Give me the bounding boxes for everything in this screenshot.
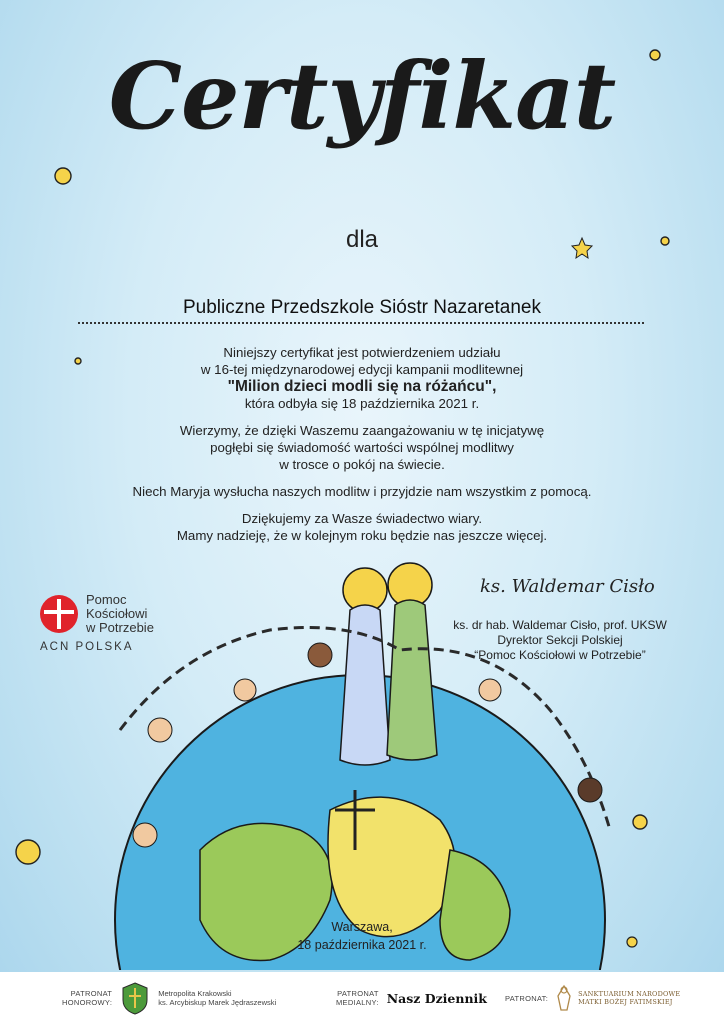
- signatory-details: [430, 618, 690, 663]
- media-patronage: [336, 972, 487, 1024]
- place: Warszawa,: [331, 920, 393, 934]
- label-line: PATRONAT: [70, 989, 113, 998]
- recipient-name: Publiczne Przedszkole Sióstr Nazaretanek: [182, 297, 541, 318]
- paragraph-mary: [60, 483, 664, 500]
- label-line: PATRONAT: [337, 989, 379, 998]
- body-line: w trosce o pokój na świecie.: [279, 457, 445, 472]
- label-line: MEDIALNY:: [336, 998, 379, 1007]
- body-line: Wierzymy, że dzięki Waszemu zaangażowaniu w tę inicjatywę: [179, 423, 545, 438]
- text-line: ks. Arcybiskup Marek Jędraszewski: [158, 998, 277, 1007]
- dotted-line: [78, 322, 644, 324]
- acn-name: [86, 593, 154, 635]
- text-line: Metropolita Krakowski: [158, 989, 232, 998]
- paragraph-belief: [60, 422, 664, 473]
- patronage-footer: [0, 972, 724, 1024]
- acn-logo-block: [40, 593, 154, 653]
- certificate-body: [60, 344, 664, 554]
- place-and-date: [250, 918, 474, 954]
- acn-cross-logo-icon: [40, 595, 78, 633]
- paragraph-thanks: [60, 510, 664, 544]
- body-line: Dziękujemy za Wasze świadectwo wiary.: [241, 511, 483, 526]
- signer-line: ks. dr hab. Waldemar Cisło, prof. UKSW: [453, 618, 667, 632]
- acn-subtitle: ACN POLSKA: [40, 641, 134, 653]
- honorary-text: [158, 989, 276, 1007]
- honorary-patronage: [62, 972, 276, 1024]
- paragraph-participation: [60, 344, 664, 412]
- patron-label: PATRONAT:: [505, 993, 549, 1003]
- signer-line: “Pomoc Kościołowi w Potrzebie”: [474, 648, 646, 662]
- text-line: MATKI BOŻEJ FATIMSKIEJ: [578, 998, 673, 1006]
- body-line: Mamy nadzieję, że w kolejnym roku będzie nas jeszcze więcej.: [176, 528, 548, 543]
- coat-of-arms-icon: [120, 980, 150, 1016]
- date: 18 października 2021 r.: [297, 938, 427, 952]
- for-label: dla: [345, 226, 379, 253]
- signer-line: Dyrektor Sekcji Polskiej: [497, 633, 623, 647]
- label-line: HONOROWY:: [62, 998, 113, 1007]
- body-line: w 16-tej międzynarodowej edycji kampanii modlitewnej: [200, 362, 524, 377]
- campaign-name: "Milion dzieci modli się na różańcu",: [227, 378, 497, 395]
- body-line: Niech Maryja wysłucha naszych modlitw i przyjdzie nam wszystkim z pomocą.: [132, 484, 592, 499]
- body-line: która odbyła się 18 października 2021 r.: [244, 396, 480, 411]
- body-line: Niniejszy certyfikat jest potwierdzeniem udziału: [223, 345, 501, 360]
- patronage: [505, 972, 680, 1024]
- text-line: SANKTUARIUM NARODOWE: [578, 990, 681, 998]
- certificate-title: Certyfikat: [108, 42, 616, 150]
- sanctuary-text: [578, 990, 680, 1006]
- body-line: pogłębi się świadomość wartości wspólnej modlitwy: [210, 440, 514, 455]
- acn-name-line: Kościołowi: [86, 606, 148, 621]
- nasz-dziennik-logo: Nasz Dziennik: [386, 990, 487, 1006]
- honorary-label: [62, 989, 112, 1007]
- handwritten-signature: ks. Waldemar Cisło: [480, 576, 655, 597]
- acn-name-line: Pomoc: [86, 592, 127, 607]
- media-label: [336, 989, 379, 1007]
- fatima-sanctuary-icon: [554, 983, 574, 1013]
- acn-name-line: w Potrzebie: [86, 620, 154, 635]
